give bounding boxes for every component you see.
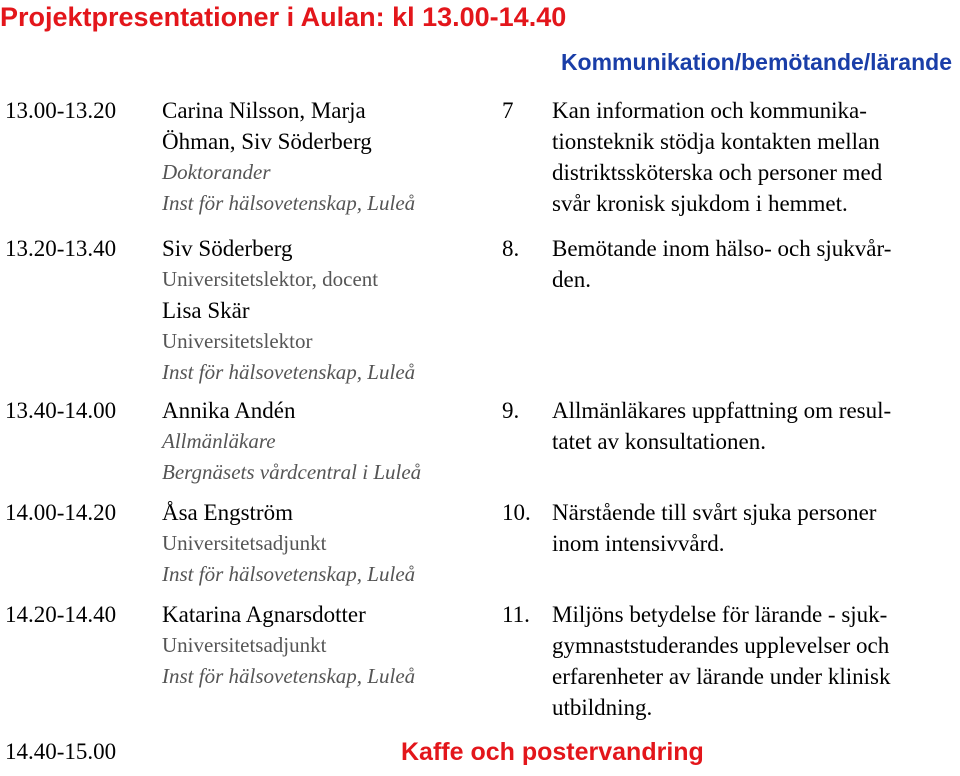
presenter-role: Universitetsadjunkt bbox=[162, 633, 327, 657]
slot-time: 13.40-14.00 bbox=[5, 398, 117, 423]
topic-line: den. bbox=[552, 267, 591, 292]
presenter-role: Doktorander bbox=[162, 160, 271, 184]
presenter-affiliation: Inst för hälsovetenskap, Luleå bbox=[162, 562, 416, 586]
presenter-affiliation: Inst för hälsovetenskap, Luleå bbox=[162, 664, 416, 688]
topic-line: tionsteknik stödja kontakten mellan bbox=[552, 129, 880, 154]
topic-number: 9. bbox=[502, 398, 520, 423]
presenter-name: Carina Nilsson, Marja bbox=[162, 98, 366, 123]
presenter-affiliation: Inst för hälsovetenskap, Luleå bbox=[162, 191, 416, 215]
break-label: Kaffe och postervandring bbox=[401, 738, 704, 766]
topic-text bbox=[552, 599, 890, 723]
slot-presenters bbox=[162, 95, 482, 219]
slot-presenters bbox=[162, 233, 482, 388]
presenter-role: Universitetslektor bbox=[162, 329, 313, 353]
section-heading: Kommunikation/bemötande/lärande bbox=[560, 49, 952, 75]
topic-line: gymnaststuderandes upplevelser och bbox=[552, 633, 890, 658]
topic-line: utbildning. bbox=[552, 695, 653, 720]
topic-line: distriktssköterska och personer med bbox=[552, 160, 883, 185]
presenter-role: Universitetsadjunkt bbox=[162, 531, 327, 555]
topic-line: svår kronisk sjukdom i hemmet. bbox=[552, 191, 848, 216]
presenter-role: Universitetslektor, docent bbox=[162, 267, 379, 291]
presenter-name: Siv Söderberg bbox=[162, 236, 293, 261]
topic-line: Kan information och kommunika- bbox=[552, 98, 867, 123]
page-title: Projektpresentationer i Aulan: kl 13.00-14.40 bbox=[0, 2, 567, 32]
topic-text bbox=[552, 497, 876, 559]
presenter-name: Lisa Skär bbox=[162, 298, 250, 323]
topic-number: 11. bbox=[502, 602, 530, 627]
presenter-name: Åsa Engström bbox=[162, 500, 293, 525]
presenter-affiliation: Bergnäsets vårdcentral i Luleå bbox=[162, 460, 422, 484]
presenter-name: Annika Andén bbox=[162, 398, 296, 423]
topic-line: Allmänläkares uppfattning om resul- bbox=[552, 398, 892, 423]
topic-text bbox=[552, 95, 882, 219]
slot-time: 14.00-14.20 bbox=[5, 500, 117, 525]
slot-presenters bbox=[162, 395, 482, 488]
topic-number: 10. bbox=[502, 500, 531, 525]
presenter-affiliation: Inst för hälsovetenskap, Luleå bbox=[162, 360, 416, 384]
presenter-role: Allmänläkare bbox=[162, 429, 276, 453]
slot-time: 13.00-13.20 bbox=[5, 98, 117, 123]
presenter-name: Öhman, Siv Söderberg bbox=[162, 129, 372, 154]
topic-number: 8. bbox=[502, 236, 520, 261]
slot-presenters bbox=[162, 497, 482, 590]
topic-line: inom intensivvård. bbox=[552, 531, 725, 556]
topic-line: Närstående till svårt sjuka personer bbox=[552, 500, 877, 525]
topic-number: 7 bbox=[502, 98, 514, 123]
topic-line: tatet av konsultationen. bbox=[552, 429, 766, 454]
topic-text bbox=[552, 395, 891, 457]
topic-line: Bemötande inom hälso- och sjukvår- bbox=[552, 236, 892, 261]
topic-line: erfarenheter av lärande under klinisk bbox=[552, 664, 891, 689]
slot-time: 14.20-14.40 bbox=[5, 602, 117, 627]
slot-presenters bbox=[162, 599, 482, 692]
topic-line: Miljöns betydelse för lärande - sjuk- bbox=[552, 602, 888, 627]
slot-time: 13.20-13.40 bbox=[5, 236, 117, 261]
topic-text bbox=[552, 233, 891, 295]
break-time: 14.40-15.00 bbox=[5, 739, 117, 764]
presenter-name: Katarina Agnarsdotter bbox=[162, 602, 366, 627]
